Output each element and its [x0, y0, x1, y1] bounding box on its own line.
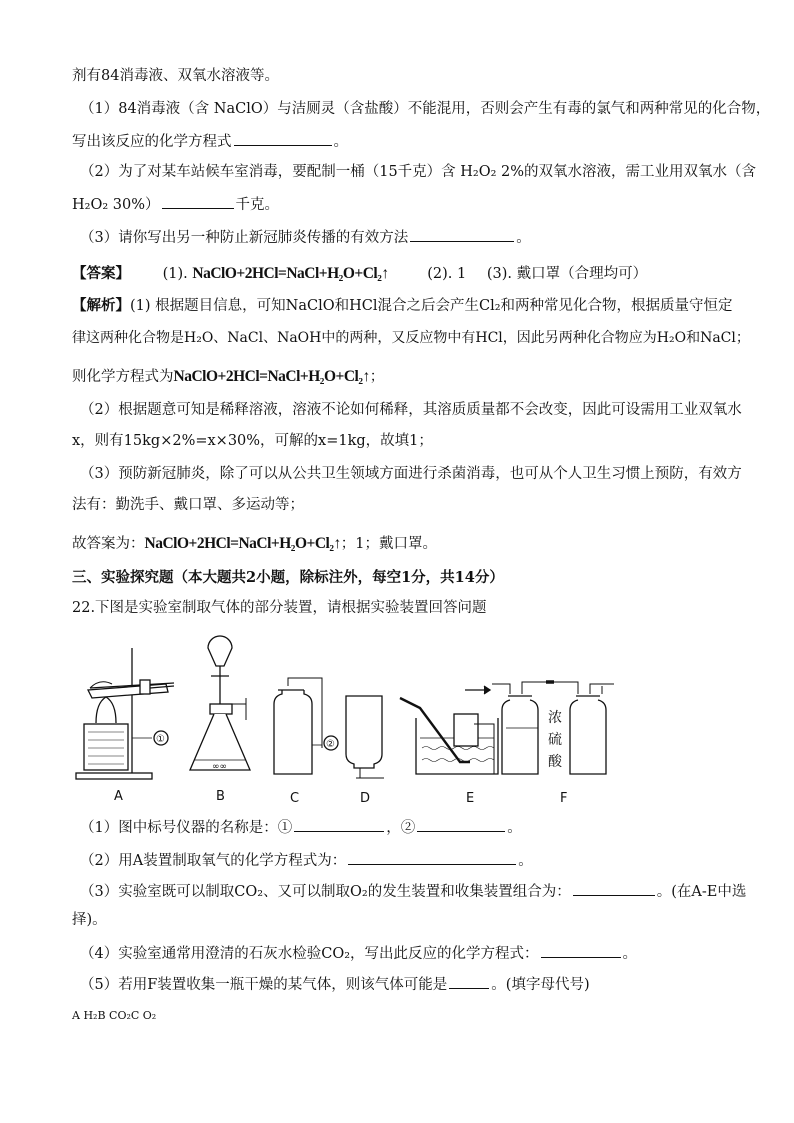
label-a: A — [114, 789, 123, 804]
question-1-line-2: 写出该反应的化学方程式 。 — [72, 130, 732, 152]
apparatus-b — [190, 636, 250, 772]
question-22-stem: 22.下图是实验室制取气体的部分装置，请根据实验装置回答问题 — [72, 600, 487, 616]
answer-blank[interactable] — [541, 942, 621, 958]
answer-blank[interactable] — [348, 849, 516, 865]
answer-tag: 【答案】 — [72, 265, 130, 282]
answer-blank[interactable] — [417, 816, 505, 832]
sub-question-3-line-1: （3）实验室既可以制取CO₂、又可以制取O₂的发生装置和收集装置组合为： 。(在A-E中选 — [80, 880, 740, 902]
sub-question-3-line-2: 择)。 — [72, 912, 107, 928]
label-b: B — [216, 789, 225, 804]
acid-label-1: 浓 — [548, 710, 562, 726]
apparatus-c — [274, 678, 338, 774]
answer-blank[interactable] — [234, 130, 332, 146]
analysis-line-5: x，则有15kg×2%=x×30%，可解的x=1kg，故填1； — [72, 433, 433, 449]
question-1-prompt: 写出该反应的化学方程式 — [72, 134, 232, 150]
sub-question-2: （2）用A装置制取氧气的化学方程式为： 。 — [80, 849, 740, 871]
question-1-line-1: （1）84消毒液（含 NaClO）与洁厕灵（含盐酸）不能混用，否则会产生有毒的氯气和两种常见的化合物， — [80, 101, 771, 117]
label-c: C — [290, 791, 300, 806]
label-d: D — [360, 791, 371, 806]
analysis-line-3: 则化学方程式为NaClO+2HCl=NaCl+H₂O+Cl₂↑； — [72, 368, 385, 385]
marker-2: ② — [326, 739, 335, 750]
answer-blank[interactable] — [573, 880, 655, 896]
apparatus-d — [346, 696, 384, 778]
analysis-line-6: （3）预防新冠肺炎，除了可以从公共卫生领域方面进行杀菌消毒，也可从个人卫生习惯上预防，有效方 — [80, 466, 742, 482]
svg-text:∞∞: ∞∞ — [212, 762, 227, 772]
analysis-line-4: （2）根据题意可知是稀释溶液，溶液不论如何稀释，其溶质质量都不会改变，因此可设需用工业双氧水 — [80, 402, 742, 418]
chemical-equation: NaClO+2HCl=NaCl+H₂O+Cl₂↑ — [173, 368, 370, 385]
apparatus-e — [400, 698, 498, 774]
apparatus-a — [76, 648, 174, 779]
analysis-line-7: 法有：勤洗手、戴口罩、多运动等； — [72, 497, 304, 513]
question-2-line-2: H₂O₂ 30%） 千克。 — [72, 193, 732, 215]
sub-question-5: （5）若用F装置收集一瓶干燥的某气体，则该气体可能是 。(填字母代号) — [80, 973, 740, 995]
marker-1: ① — [156, 734, 165, 745]
question-2-line-1: （2）为了对某车站候车室消毒，要配制一桶（15千克）含 H₂O₂ 2%的双氧水溶液，需工业用双氧水（含 — [80, 164, 757, 180]
intro-line: 剂有84消毒液、双氧水溶液等。 — [72, 68, 279, 84]
answer-blank[interactable] — [294, 816, 384, 832]
analysis-line-2: 律这两种化合物是H₂O、NaCl、NaOH中的两种，又反应物中有HCl，因此另两种化合物应为H₂O和NaCl； — [72, 330, 750, 346]
question-3-line: （3）请你写出另一种防止新冠肺炎传播的有效方法 。 — [80, 226, 740, 248]
chemical-equation: NaClO+2HCl=NaCl+H₂O+Cl₂↑ — [144, 535, 341, 552]
acid-label-2: 硫 — [548, 732, 562, 748]
label-e: E — [466, 791, 475, 806]
apparatus-figure — [70, 628, 630, 808]
sub-question-1: （1）图中标号仪器的名称是：① ，② 。 — [80, 816, 740, 838]
sub-question-4: （4）实验室通常用澄清的石灰水检验CO₂，写出此反应的化学方程式： 。 — [80, 942, 740, 964]
answer-line: 【答案】 (1). NaClO+2HCl=NaCl+H₂O+Cl₂↑ (2). 1 (3). 戴口罩（合理均可） — [72, 265, 648, 282]
analysis-line-1: 【解析】(1) 根据题目信息，可知NaClO和HCl混合之后会产生Cl₂和两种常见化合物，根据质量守恒定 — [72, 297, 733, 314]
label-f: F — [560, 791, 568, 806]
answer-options: A H₂B CO₂C O₂ — [72, 1009, 157, 1022]
acid-label-3: 酸 — [548, 754, 562, 770]
analysis-line-8: 故答案为：NaClO+2HCl=NaCl+H₂O+Cl₂↑；1；戴口罩。 — [72, 535, 437, 552]
analysis-tag: 【解析】 — [72, 297, 130, 314]
answer-blank[interactable] — [410, 226, 514, 242]
answer-blank[interactable] — [449, 973, 489, 989]
answer-blank[interactable] — [162, 193, 234, 209]
chemical-equation: NaClO+2HCl=NaCl+H₂O+Cl₂↑ — [192, 265, 389, 282]
section-title: 三、实验探究题（本大题共2小题，除标注外，每空1分，共14分） — [72, 569, 504, 586]
